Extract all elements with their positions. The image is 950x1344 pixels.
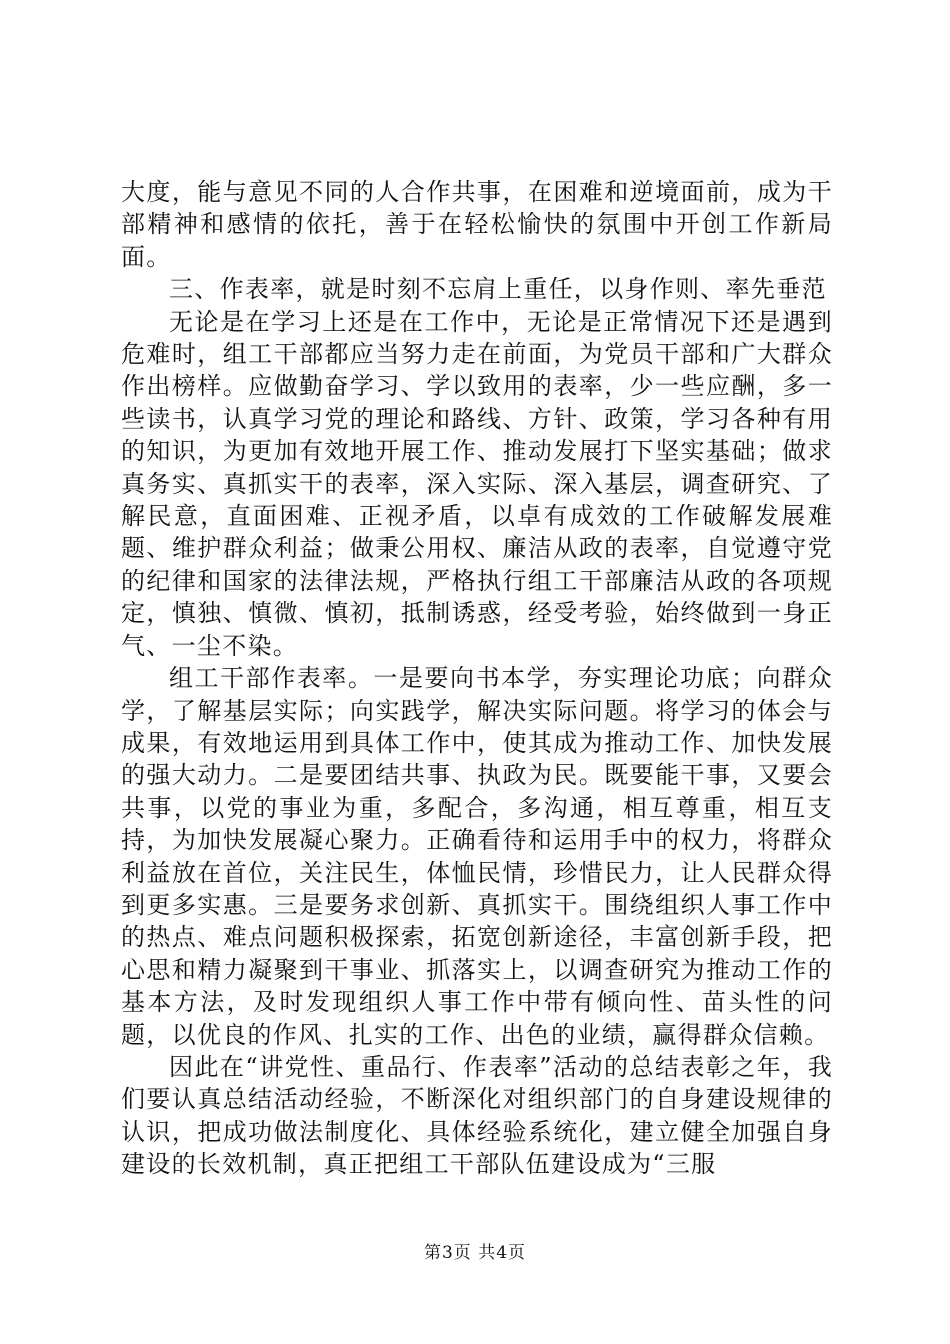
paragraph-4: 因此在“讲党性、重品行、作表率”活动的总结表彰之年，我们要认真总结活动经验，不断深化对组织部门的自身建设规律的认识，把成功做法制度化、具体经验系统化，建立健全加强自身建设的长效机制，真正把组工干部队伍建设成为“三服 [121, 1052, 833, 1179]
document-body [121, 176, 833, 1181]
page-footer: 第3页 共4页 [423, 1243, 527, 1263]
paragraph-2: 无论是在学习上还是在工作中，无论是正常情况下还是遇到危难时，组工干部都应当努力走在前面，为党员干部和广大群众作出榜样。应做勤奋学习、学以致用的表率，少一些应酬，多一些读书，认真学习党的理论和路线、方针、政策，学习各种有用的知识，为更加有效地开展工作、推动发展打下坚实基础；做求真务实、真抓实干的表率，深入实际、深入基层，调查研究、了解民意，直面困难、正视矛盾，以卓有成效的工作破解发展难题、维护群众利益；做秉公用权、廉洁从政的表率，自觉遵守党的纪律和国家的法律法规，严格执行组工干部廉洁从政的各项规定，慎独、慎微、慎初，抵制诱惑，经受考验，始终做到一身正气、一尘不染。 [121, 307, 833, 660]
paragraph-3: 组工干部作表率。一是要向书本学，夯实理论功底；向群众学，了解基层实际；向实践学，解决实际问题。将学习的体会与成果，有效地运用到具体工作中，使其成为推动工作、加快发展的强大动力。二是要团结共事、执政为民。既要能干事，又要会共事，以党的事业为重，多配合，多沟通，相互尊重，相互支持，为加快发展凝心聚力。正确看待和运用手中的权力，将群众利益放在首位，关注民生，体恤民情，珍惜民力，让人民群众得到更多实惠。三是要务求创新、真抓实干。围绕组织人事工作中的热点、难点问题积极探索，拓宽创新途径，丰富创新手段，把心思和精力凝聚到干事业、抓落实上，以调查研究为推动工作的基本方法，及时发现组织人事工作中带有倾向性、苗头性的问题，以优良的作风、扎实的工作、出色的业绩，赢得群众信赖。 [121, 664, 833, 1049]
paragraph-1: 大度，能与意见不同的人合作共事，在困难和逆境面前，成为干部精神和感情的依托，善于在轻松愉快的氛围中开创工作新局面。 [121, 178, 833, 271]
section-heading-3: 三、作表率，就是时刻不忘肩上重任，以身作则、率先垂范 [169, 275, 827, 304]
